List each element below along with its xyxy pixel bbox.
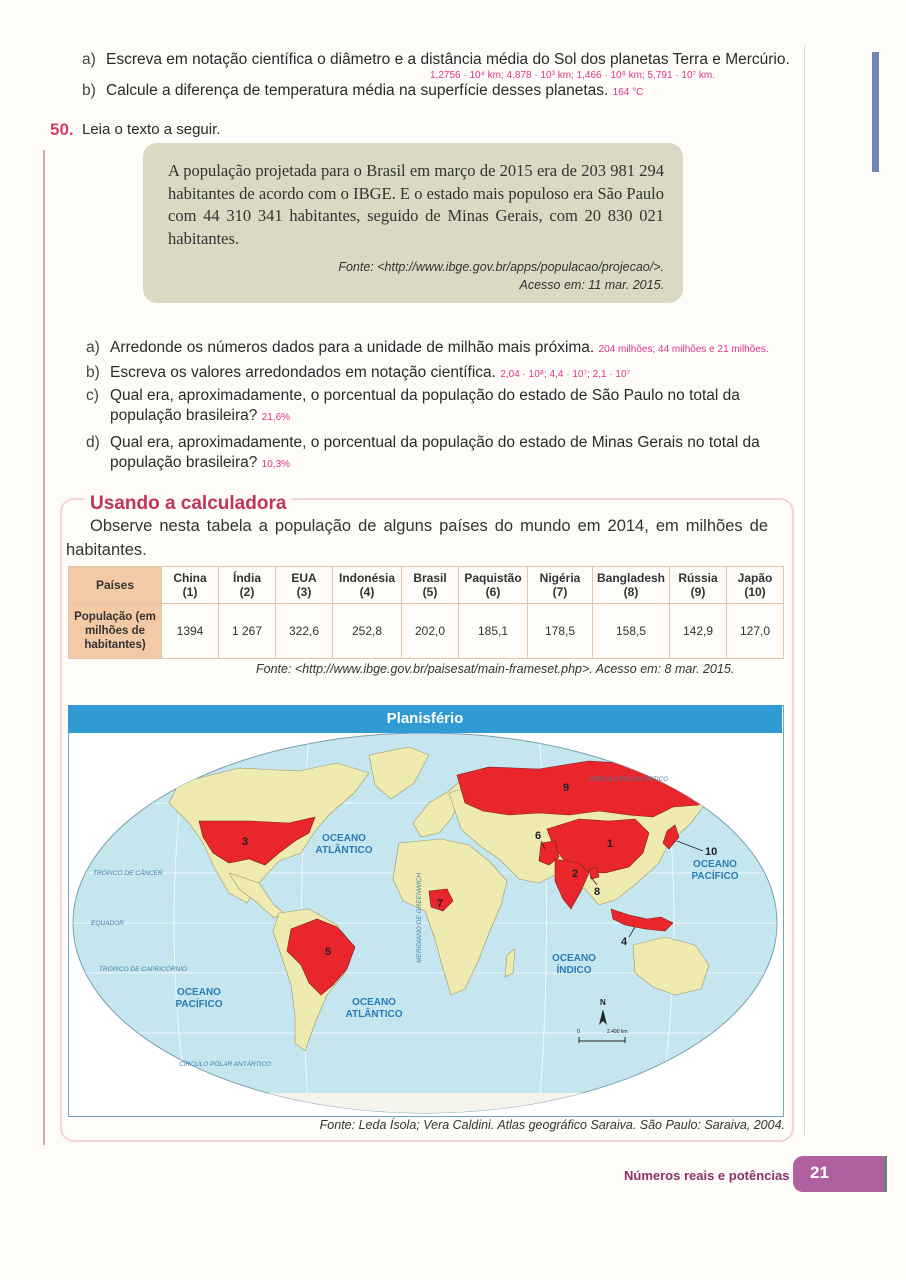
- table-header-cell: Indonésia (4): [333, 567, 402, 604]
- table-header-cell: Japão (10): [727, 567, 784, 604]
- map-source: Fonte: Leda Ísola; Vera Caldini. Atlas geográfico Saraiva. São Paulo: Saraiva, 2004.: [319, 1118, 785, 1132]
- label-oceano-indico-2: ÍNDICO: [556, 965, 592, 976]
- table-header-cell: EUA (3): [276, 567, 333, 604]
- table-row-header: População (em milhões de habitantes): [69, 604, 162, 659]
- country-bangladesh: [589, 867, 599, 879]
- table-cell: 127,0: [727, 604, 784, 659]
- answer-b-top: 164 °C: [612, 87, 644, 98]
- table-cell: 178,5: [528, 604, 593, 659]
- question-text: Calcule a diferença de temperatura média na superfície desses planetas.: [106, 82, 609, 99]
- question-50c: c) Qual era, aproximadamente, o porcentual da população do estado de São Paulo no total da população brasileira? 21,6%: [86, 387, 740, 424]
- question-text: Escreva os valores arredondados em notação científica.: [110, 364, 496, 381]
- table-source: Fonte: <http://www.ibge.gov.br/paisesat/main-frameset.php>. Acesso em: 8 mar. 2015.: [256, 662, 735, 676]
- answer-50d: 10,3%: [261, 459, 291, 470]
- table-cell: 252,8: [333, 604, 402, 659]
- label-oceano-pacifico-w-2: PACÍFICO: [175, 999, 223, 1010]
- footer-title: Números reais e potências: [624, 1168, 790, 1183]
- question-text: Qual era, aproximadamente, o porcentual da população do estado de São Paulo no total da população brasileira?: [110, 387, 740, 424]
- country-number-9: 9: [563, 782, 570, 794]
- answer-50a: 204 milhões; 44 milhões e 21 milhões.: [598, 344, 769, 355]
- section-title: Usando a calculadora: [84, 493, 292, 515]
- svg-text:N: N: [600, 998, 606, 1007]
- table-header-cell: Bangladesh (8): [593, 567, 670, 604]
- page-edge-bar: [883, 1156, 887, 1192]
- page-number-box: [793, 1156, 885, 1192]
- table-cell: 142,9: [670, 604, 727, 659]
- table-row: [69, 604, 784, 659]
- label-oceano-pacifico-e-2: PACÍFICO: [691, 871, 739, 882]
- table-cell: 322,6: [276, 604, 333, 659]
- table-header-cell: China (1): [162, 567, 219, 604]
- question-50a: a) Arredonde os números dados para a unidade de milhão mais próxima. 204 milhões; 44 milhões e 21 milhões.: [86, 339, 769, 356]
- country-number-4: 4: [621, 936, 628, 948]
- question-number: 50.: [50, 120, 74, 139]
- country-number-6: 6: [535, 830, 542, 842]
- country-number-3: 3: [242, 836, 249, 848]
- label-oceano-atlantico-s: OCEANO: [352, 997, 396, 1008]
- table-cell: 1 267: [219, 604, 276, 659]
- country-number-2: 2: [572, 868, 579, 880]
- answer-a-top: 1,2756 · 10⁴ km; 4,878 · 10³ km; 1,466 · 10⁸ km; 5,791 · 10⁷ km.: [430, 70, 716, 81]
- quote-source-date: Acesso em: 11 mar. 2015.: [519, 278, 664, 292]
- label-tropico-capricornio: TRÓPICO DE CAPRICÓRNIO: [99, 966, 188, 973]
- label-oceano-pacifico-e: OCEANO: [693, 859, 737, 870]
- map-title: Planisfério: [68, 705, 782, 733]
- country-number-1: 1: [607, 838, 614, 850]
- country-number-8: 8: [594, 886, 601, 898]
- table-cell: 202,0: [402, 604, 459, 659]
- svg-text:0: 0: [577, 1029, 580, 1035]
- section-intro: Observe nesta tabela a população de alguns países do mundo em 2014, em milhões de habitantes.: [66, 517, 768, 559]
- label-oceano-atlantico-n: OCEANO: [322, 833, 366, 844]
- label-oceano-indico: OCEANO: [552, 953, 596, 964]
- table-row-header: Países: [69, 567, 162, 604]
- question-text: Qual era, aproximadamente, o porcentual da população do estado de Minas Gerais no total da população brasileira?: [110, 434, 760, 471]
- question-50d: d) Qual era, aproximadamente, o porcentual da população do estado de Minas Gerais no total da população brasileira? 10,3%: [86, 434, 760, 471]
- table-cell: 1394: [162, 604, 219, 659]
- table-header-cell: Paquistão (6): [459, 567, 528, 604]
- question-text: Arredonde os números dados para a unidade de milhão mais próxima.: [110, 339, 595, 356]
- label-circulo-antartico: CÍRCULO POLAR ANTÁRTICO: [179, 1061, 272, 1068]
- label-oceano-atlantico-s-2: ATLÂNTICO: [345, 1009, 403, 1020]
- table-header-cell: Brasil (5): [402, 567, 459, 604]
- label-equador: EQUADOR: [91, 920, 124, 927]
- country-number-10: 10: [705, 846, 718, 858]
- question-intro: Leia o texto a seguir.: [82, 121, 221, 138]
- question-50b: b) Escreva os valores arredondados em notação científica. 2,04 · 10⁸; 4,4 · 10⁷; 2,1 · 10⁷: [86, 364, 631, 381]
- world-map: [69, 733, 781, 1114]
- country-number-7: 7: [437, 898, 444, 910]
- answer-50c: 21,6%: [261, 412, 291, 423]
- population-table: [68, 566, 784, 659]
- answer-50b: 2,04 · 10⁸; 4,4 · 10⁷; 2,1 · 10⁷: [500, 369, 631, 380]
- label-circulo-artico: CÍRCULO POLAR ÁRTICO: [589, 776, 669, 783]
- question-b-top: b) Calcule a diferença de temperatura média na superfície desses planetas. 164 °C: [82, 82, 644, 99]
- column-line: [804, 45, 805, 1135]
- antarctica: [139, 1093, 709, 1114]
- label-oceano-pacifico-w: OCEANO: [177, 987, 221, 998]
- table-header-row: [69, 567, 784, 604]
- label-tropico-cancer: TRÓPICO DE CÂNCER: [93, 870, 163, 877]
- edge-tab: [872, 52, 879, 172]
- page-number: 21: [810, 1163, 829, 1182]
- table-cell: 158,5: [593, 604, 670, 659]
- question-text: Escreva em notação científica o diâmetro e a distância média do Sol dos planetas Terra e Mercúrio.: [106, 51, 790, 68]
- table-cell: 185,1: [459, 604, 528, 659]
- table-header-cell: Nigéria (7): [528, 567, 593, 604]
- question-a-top: a) Escreva em notação científica o diâmetro e a distância média do Sol dos planetas Terra e Mercúrio.: [82, 51, 790, 68]
- quote-text: A população projetada para o Brasil em março de 2015 era de 203 981 294 habitantes de acordo com o IBGE. E o estado mais populoso era São Paulo com 44 310 341 habitantes, seguido de Minas Gerais, com 20 830 021 habitantes.: [168, 161, 664, 248]
- country-number-5: 5: [325, 946, 332, 958]
- label-meridiano: MERIDIANO DE GREENWICH: [416, 873, 423, 963]
- table-header-cell: Índia (2): [219, 567, 276, 604]
- quote-source-url: Fonte: <http://www.ibge.gov.br/apps/populacao/projecao/>.: [338, 260, 664, 274]
- margin-line: [43, 150, 45, 1145]
- svg-text:2.490 km: 2.490 km: [607, 1029, 628, 1035]
- table-header-cell: Rússia (9): [670, 567, 727, 604]
- quote-source: [300, 258, 664, 294]
- label-oceano-atlantico-n-2: ATLÂNTICO: [315, 845, 373, 856]
